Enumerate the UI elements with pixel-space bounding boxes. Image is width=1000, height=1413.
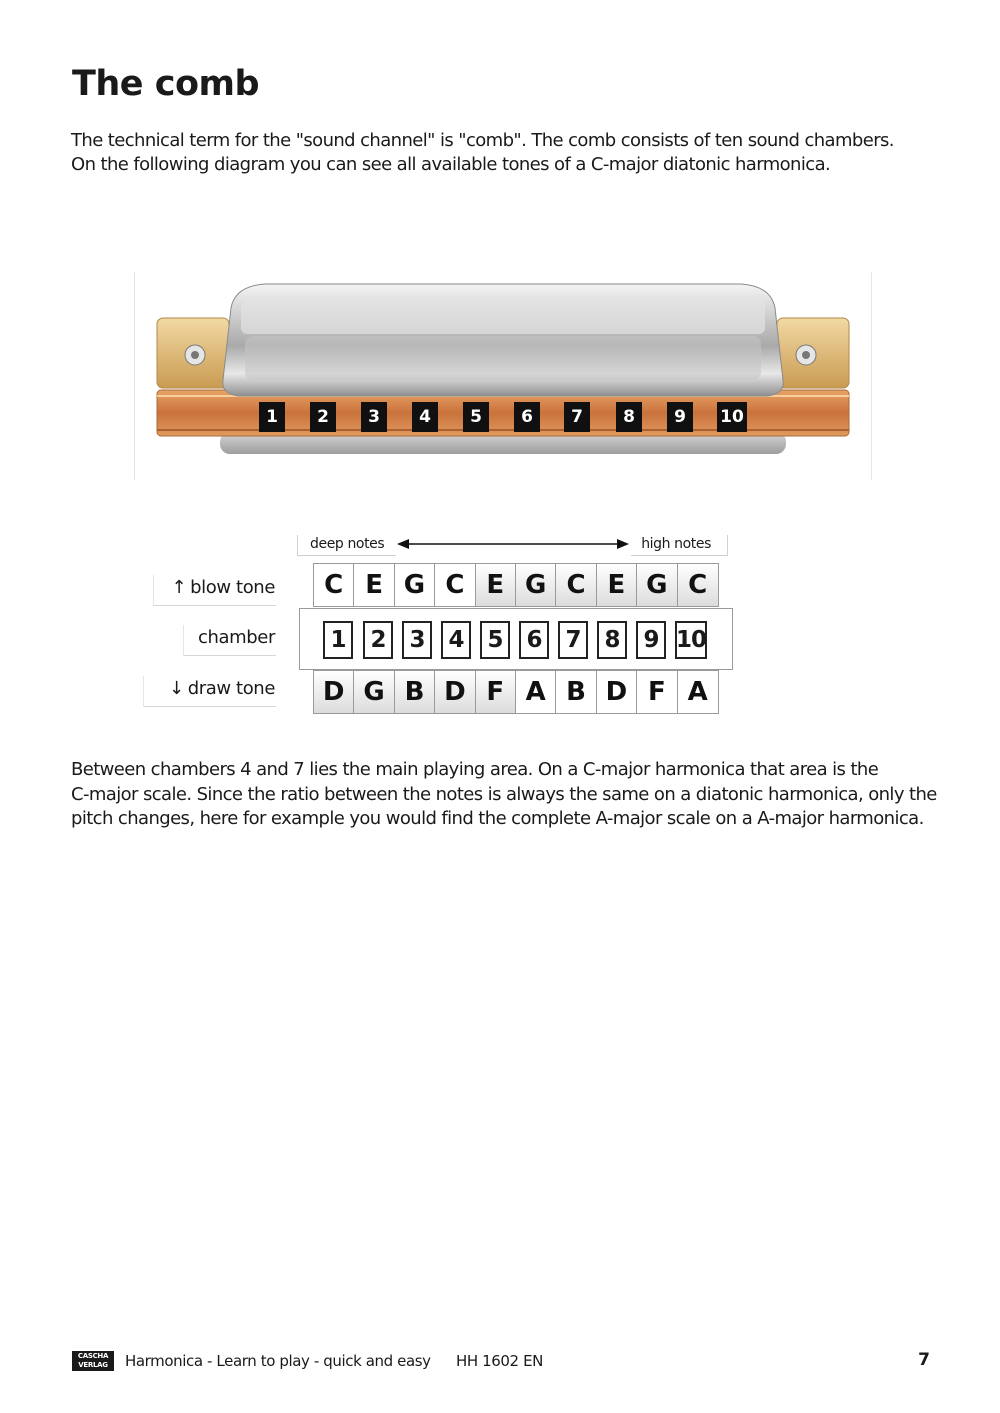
chamber-row: [299, 608, 733, 670]
harmonica-hole-4: 4: [412, 402, 438, 432]
publisher-logo: [72, 1351, 114, 1371]
harmonica-hole-7: 7: [564, 402, 590, 432]
blow-tone-label: [153, 575, 276, 606]
up-arrow-icon: ↑: [171, 577, 187, 598]
chamber-number: 4: [441, 621, 471, 659]
blow-tone-text: blow tone: [190, 577, 275, 598]
catalog-code: HH 1602 EN: [456, 1352, 543, 1370]
blow-note: E: [597, 564, 637, 606]
double-arrow-icon: [397, 537, 629, 551]
chamber-number: 6: [519, 621, 549, 659]
harmonica-hole-9: 9: [667, 402, 693, 432]
intro-paragraph: [71, 129, 951, 177]
draw-note: A: [516, 671, 556, 713]
chamber-text: chamber: [198, 627, 275, 648]
draw-note: B: [556, 671, 596, 713]
draw-notes-row: [313, 670, 719, 714]
draw-tone-text: draw tone: [187, 678, 275, 699]
blow-note: C: [435, 564, 475, 606]
draw-note: A: [687, 677, 708, 707]
intro-line-2: On the following diagram you can see all available tones of a C-major diatonic harmonica.: [71, 154, 831, 175]
logo-line-1: CASCHA: [77, 1352, 109, 1360]
body-line-3: pitch changes, here for example you would find the complete A-major scale on a A-major harmonica.: [71, 808, 924, 829]
page-number: 7: [918, 1350, 930, 1370]
body-line-2: C-major scale. Since the ratio between the notes is always the same on a diatonic harmonica, only the: [71, 783, 937, 805]
chamber-number: 1: [323, 621, 353, 659]
blow-note: G: [637, 564, 677, 606]
logo-line-2: VERLAG: [78, 1361, 108, 1369]
page-footer: [72, 1351, 930, 1373]
chamber-label: [183, 625, 276, 656]
chamber-number: 5: [480, 621, 510, 659]
blow-note: G: [395, 564, 435, 606]
deep-notes-label: deep notes: [297, 535, 396, 556]
page-title: The comb: [72, 64, 260, 104]
harmonica-hole-3: 3: [361, 402, 387, 432]
draw-note: F: [637, 671, 677, 713]
harmonica-hole-8: 8: [616, 402, 642, 432]
harmonica-hole-6: 6: [514, 402, 540, 432]
harmonica-hole-1: 1: [259, 402, 285, 432]
draw-note: B: [395, 671, 435, 713]
draw-note: D: [597, 671, 637, 713]
draw-note: D: [435, 671, 475, 713]
chamber-number: 7: [558, 621, 588, 659]
chamber-number: 8: [597, 621, 627, 659]
blow-note: G: [516, 564, 556, 606]
harmonica-hole-5: 5: [463, 402, 489, 432]
blow-notes-row: [313, 563, 719, 607]
chamber-number: 9: [636, 621, 666, 659]
chamber-number: 2: [363, 621, 393, 659]
harmonica-illustration: [134, 272, 872, 480]
body-paragraph: [71, 758, 951, 832]
body-line-1: Between chambers 4 and 7 lies the main playing area. On a C-major harmonica that area is the: [71, 759, 879, 780]
pitch-range-indicator: [297, 535, 728, 555]
high-notes-label: high notes: [631, 535, 728, 556]
draw-note: F: [476, 671, 516, 713]
draw-note: G: [354, 671, 394, 713]
blow-note: C: [556, 564, 596, 606]
harmonica-hole-10: 10: [717, 402, 747, 432]
blow-note: E: [354, 564, 394, 606]
blow-note: E: [476, 564, 516, 606]
draw-note: D: [314, 671, 354, 713]
chamber-number: 10: [675, 621, 707, 659]
draw-tone-label: [143, 676, 276, 707]
chamber-number: 3: [402, 621, 432, 659]
intro-line-1: The technical term for the "sound channel" is "comb". The comb consists of ten sound chambers.: [71, 130, 894, 151]
blow-note: C: [314, 564, 354, 606]
down-arrow-icon: ↓: [169, 678, 184, 699]
blow-note: C: [678, 564, 718, 606]
book-title: Harmonica - Learn to play - quick and easy: [125, 1352, 431, 1370]
harmonica-hole-2: 2: [310, 402, 336, 432]
